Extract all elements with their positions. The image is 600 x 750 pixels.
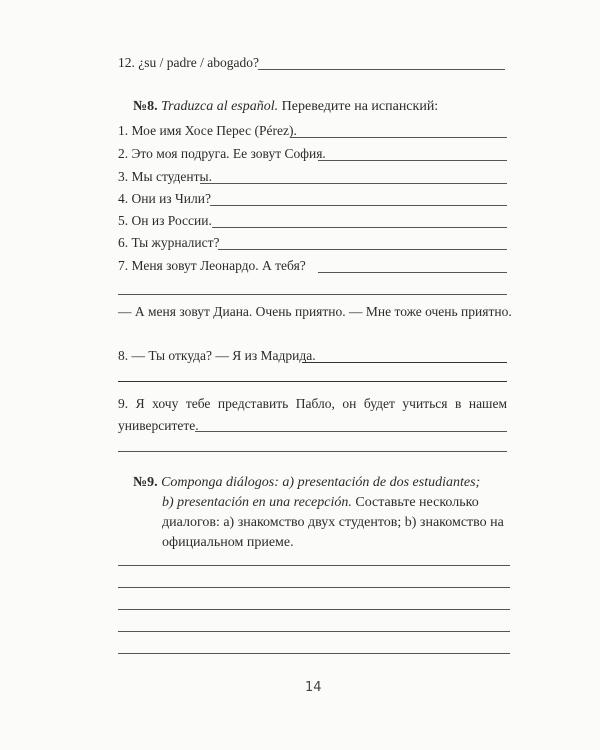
answer-line-8-9[interactable] bbox=[195, 431, 507, 432]
ex8-item-5: 5. Он из России. bbox=[118, 213, 212, 228]
answer-line-9-1[interactable] bbox=[118, 565, 510, 566]
ex8-item-4: 4. Они из Чили? bbox=[118, 191, 211, 206]
answer-line-9-4[interactable] bbox=[118, 631, 510, 632]
ex8-item-7: 7. Меня зовут Леонардо. А тебя? bbox=[118, 258, 306, 273]
answer-line-8-2[interactable] bbox=[318, 160, 507, 161]
answer-line-12[interactable] bbox=[258, 69, 505, 70]
exercise-8-title-es: Traduzca al español. bbox=[161, 99, 279, 114]
exercise-9-line-4: официальном приеме. bbox=[162, 535, 294, 550]
ex8-item-6: 6. Ты журналист? bbox=[118, 235, 220, 250]
answer-line-8-3[interactable] bbox=[200, 183, 507, 184]
exercise-9-text-ru-2: Составьте несколько bbox=[355, 495, 479, 510]
page-number: 14 bbox=[305, 680, 322, 695]
answer-line-9-2[interactable] bbox=[118, 587, 510, 588]
exercise-9-line-1 bbox=[133, 474, 480, 492]
answer-line-8-7[interactable] bbox=[318, 272, 507, 273]
answer-line-9-3[interactable] bbox=[118, 609, 510, 610]
answer-line-8-4[interactable] bbox=[210, 205, 507, 206]
ex8-item-8: 8. — Ты откуда? — Я из Мадрида. bbox=[118, 348, 316, 363]
answer-line-8-9b[interactable] bbox=[118, 451, 507, 452]
exercise-8-title-ru: Переведите на испанский: bbox=[281, 99, 439, 114]
ex8-item-2: 2. Это моя подруга. Ее зовут София. bbox=[118, 146, 326, 161]
answer-line-8-5[interactable] bbox=[212, 227, 507, 228]
exercise-9-text-es-2: b) presentación en una recepción. bbox=[162, 495, 352, 510]
ex8-item-9-line-2: университете. bbox=[118, 418, 199, 433]
exercise-8-header bbox=[133, 98, 438, 116]
answer-line-9-5[interactable] bbox=[118, 653, 510, 654]
answer-line-8-6[interactable] bbox=[218, 249, 507, 250]
question-12: 12. ¿su / padre / abogado? bbox=[118, 55, 259, 70]
ex8-item-3: 3. Мы студенты. bbox=[118, 169, 212, 184]
ex8-item-1: 1. Мое имя Хосе Перес (Pérez). bbox=[118, 123, 297, 138]
exercise-9-title-es: Componga diálogos: a) presentación de dos estudiantes; bbox=[161, 475, 481, 490]
ex8-item-9-line-1: 9. Я хочу тебе представить Пабло, он будет учиться в нашем bbox=[118, 396, 507, 411]
exercise-9-line-3: диалогов: а) знакомство двух студентов; b) знакомство на bbox=[162, 515, 504, 530]
exercise-8-number: №8. bbox=[133, 99, 158, 114]
answer-line-8-8b[interactable] bbox=[118, 381, 507, 382]
exercise-9-line-2 bbox=[162, 494, 479, 512]
answer-line-8-1[interactable] bbox=[290, 137, 507, 138]
ex8-dialog-answer: — А меня зовут Диана. Очень приятно. — Мне тоже очень приятно. bbox=[118, 304, 512, 319]
answer-line-8-7b[interactable] bbox=[118, 294, 507, 295]
answer-line-8-8[interactable] bbox=[302, 362, 507, 363]
exercise-9-number: №9. bbox=[133, 475, 158, 490]
